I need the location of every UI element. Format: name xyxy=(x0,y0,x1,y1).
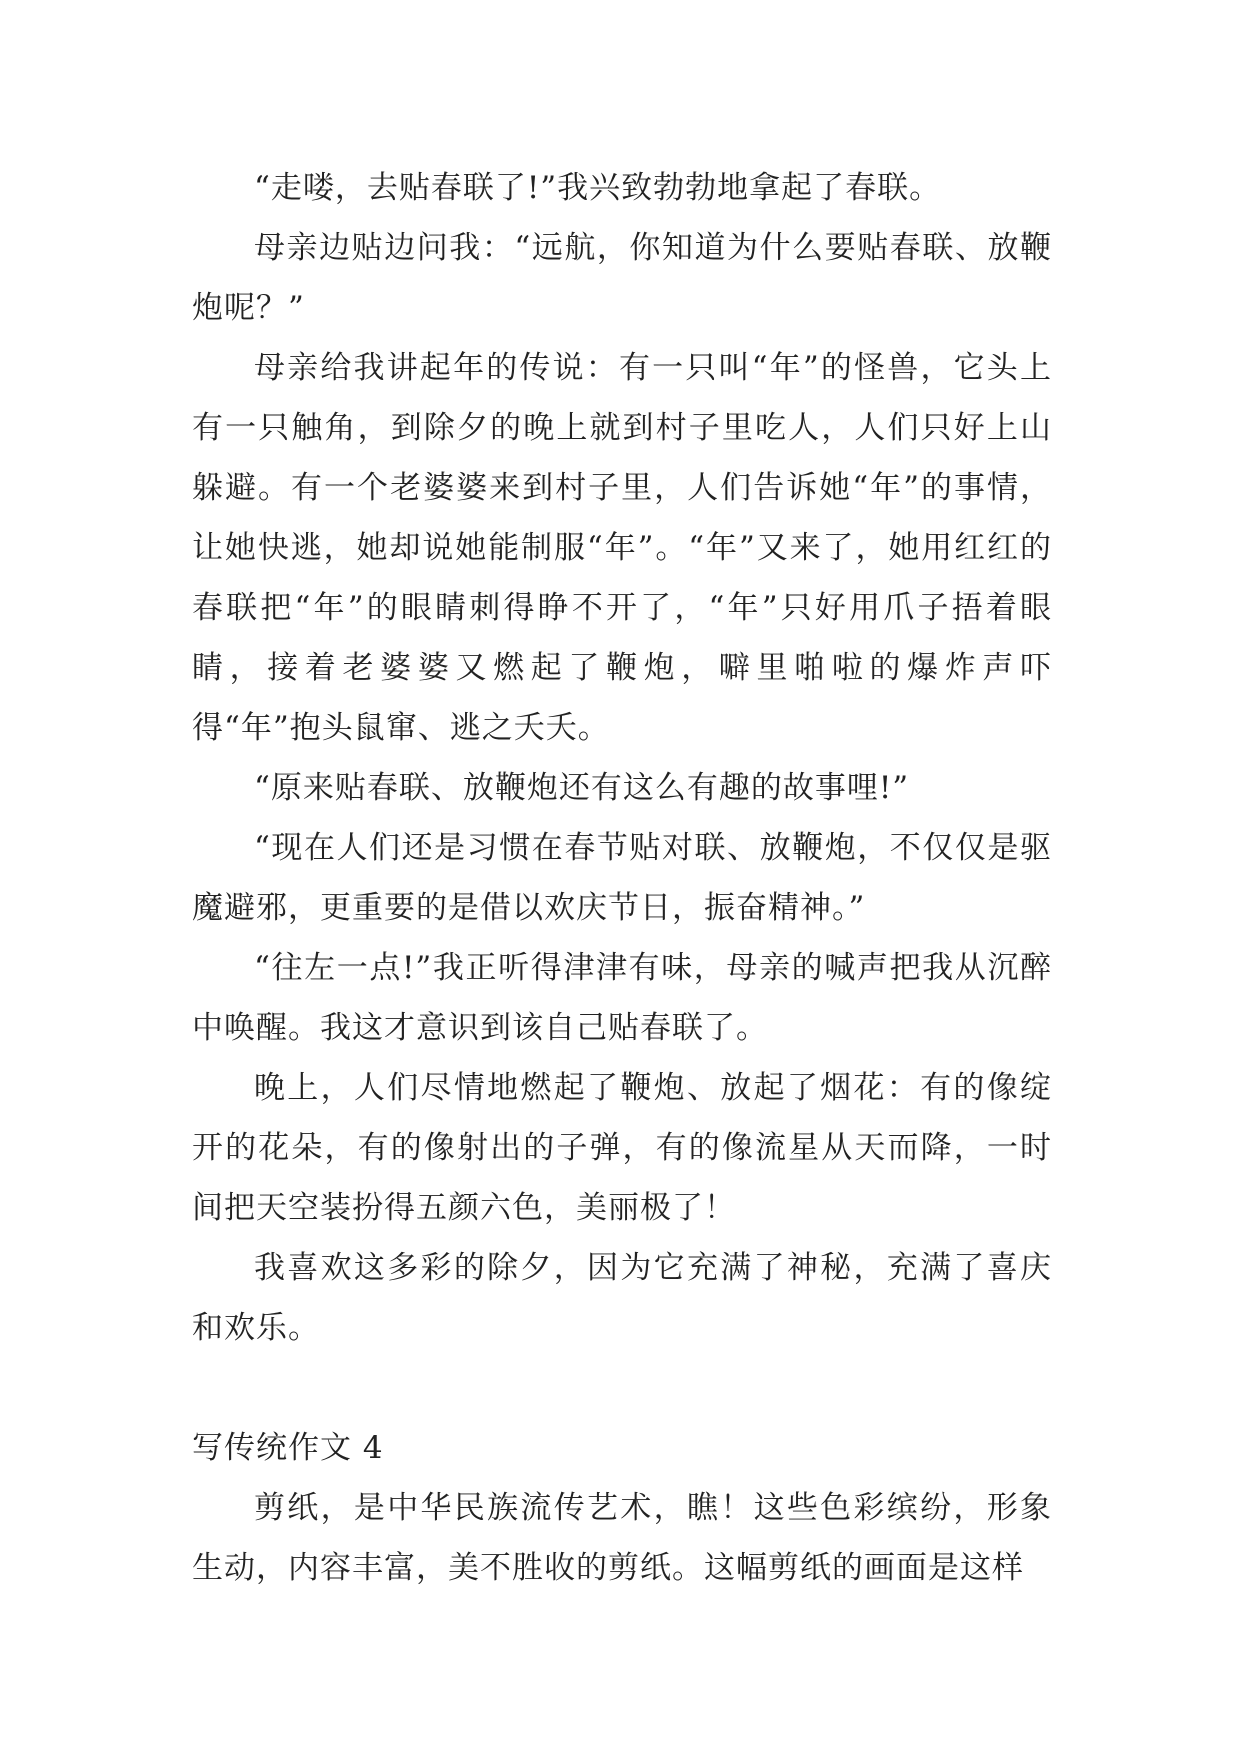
paragraph: 母亲边贴边问我：“远航，你知道为什么要贴春联、放鞭炮呢？” xyxy=(192,230,1052,326)
paragraph: “走喽，去贴春联了!”我兴致勃勃地拿起了春联。 xyxy=(254,170,942,206)
paragraph: “往左一点!”我正听得津津有味，母亲的喊声把我从沉醉中唤醒。我这才意识到该自己贴春联了。 xyxy=(192,950,1052,1046)
paragraph: 剪纸，是中华民族流传艺术，瞧！这些色彩缤纷，形象生动，内容丰富，美不胜收的剪纸。这幅剪纸的画面是这样 xyxy=(192,1490,1052,1586)
paragraph: 晚上，人们尽情地燃起了鞭炮、放起了烟花：有的像绽开的花朵，有的像射出的子弹，有的像流星从天而降，一时间把天空装扮得五颜六色，美丽极了！ xyxy=(192,1070,1052,1226)
paragraph: 我喜欢这多彩的除夕，因为它充满了神秘，充满了喜庆和欢乐。 xyxy=(192,1250,1052,1346)
document-body xyxy=(192,158,1052,1598)
section-heading: 写传统作文 4 xyxy=(192,1430,384,1466)
paragraph: “现在人们还是习惯在春节贴对联、放鞭炮，不仅仅是驱魔避邪，更重要的是借以欢庆节日，振奋精神。” xyxy=(192,830,1052,926)
paragraph: 母亲给我讲起年的传说：有一只叫“年”的怪兽，它头上有一只触角，到除夕的晚上就到村子里吃人，人们只好上山躲避。有一个老婆婆来到村子里，人们告诉她“年”的事情，让她快逃，她却说她能制服“年”。“年”又来了，她用红红的春联把“年”的眼睛刺得睁不开了，“年”只好用爪子捂着眼睛，接着老婆婆又燃起了鞭炮，噼里啪啦的爆炸声吓得“年”抱头鼠窜、逃之夭夭。 xyxy=(192,350,1052,746)
paragraph: “原来贴春联、放鞭炮还有这么有趣的故事哩!” xyxy=(254,770,910,806)
